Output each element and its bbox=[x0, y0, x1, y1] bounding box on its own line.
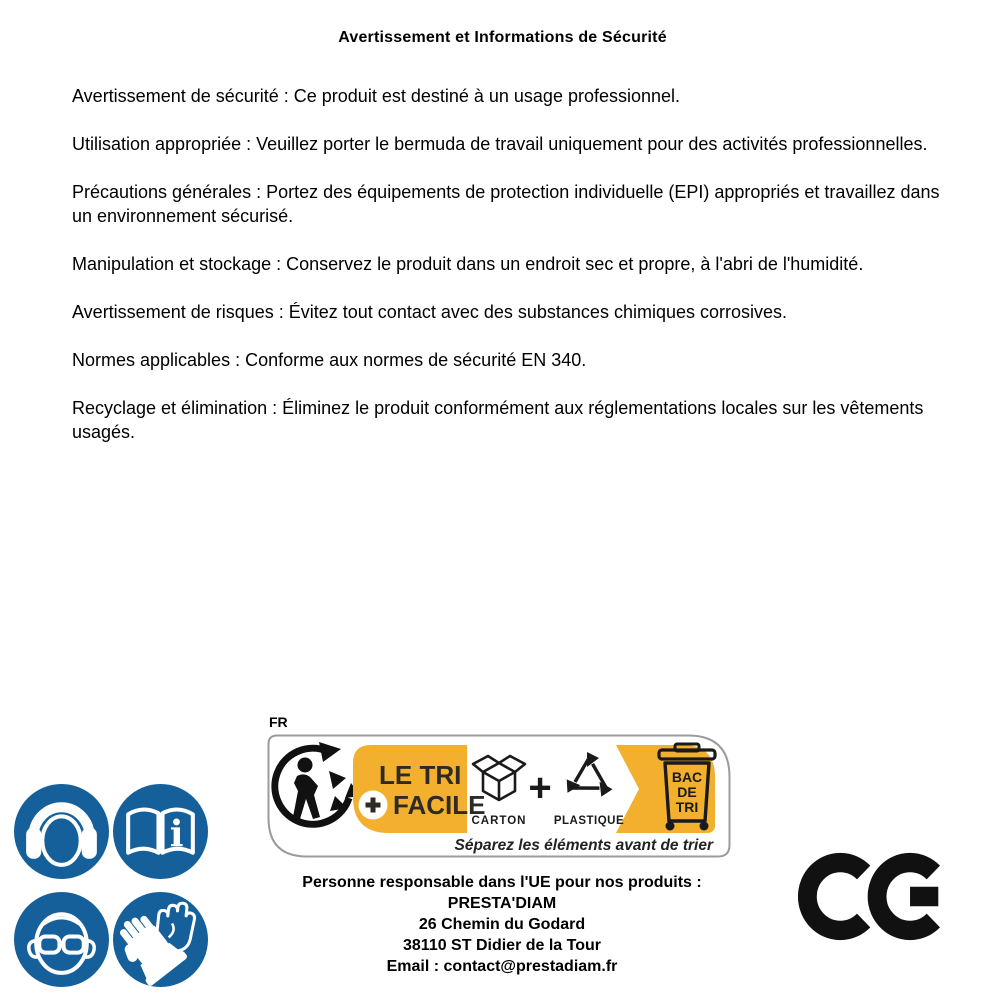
safety-paragraphs bbox=[72, 84, 944, 468]
bin-text-2: DE bbox=[677, 784, 697, 800]
paragraph-applicable-standards: Normes applicables : Conforme aux normes de sécurité EN 340. bbox=[72, 350, 587, 370]
paragraph-risk-warning: Avertissement de risques : Évitez tout contact avec des substances chimiques corrosives. bbox=[72, 302, 787, 322]
carton-label: CARTON bbox=[471, 815, 527, 827]
country-code-label: FR bbox=[269, 714, 288, 730]
paragraph-recycling-disposal: Recyclage et élimination : Éliminez le produit conformément aux réglementations locales sur les vêtements usagés. bbox=[72, 398, 924, 442]
paragraph-safety-warning: Avertissement de sécurité : Ce produit est destiné à un usage professionnel. bbox=[72, 86, 681, 106]
ce-mark-icon bbox=[797, 848, 943, 945]
wear-protective-gloves-icon bbox=[112, 891, 209, 988]
address-line1: 26 Chemin du Godard bbox=[418, 916, 586, 933]
sorting-instruction: Séparez les éléments avant de trier bbox=[454, 837, 713, 854]
mandatory-safety-icons bbox=[13, 783, 209, 988]
paragraph-handling-storage: Manipulation et stockage : Conservez le produit dans un endroit sec et propre, à l'abri de l'humidité. bbox=[72, 254, 864, 274]
responsible-person-block bbox=[252, 872, 752, 977]
paragraph-general-precautions: Précautions générales : Portez des équipements de protection individuelle (EPI) appropriés et travaillez dans un environnement sécurisé. bbox=[72, 182, 940, 226]
wear-eye-protection-icon bbox=[13, 891, 110, 988]
bin-text-3: TRI bbox=[675, 799, 699, 815]
wear-ear-protection-icon bbox=[13, 783, 110, 880]
recycling-sorting-label bbox=[267, 714, 731, 863]
bin-text-1: BAC bbox=[671, 769, 703, 785]
ce-mark bbox=[797, 848, 943, 950]
paragraph-appropriate-use: Utilisation appropriée : Veuillez porter le bermuda de travail uniquement pour des activités professionnelles. bbox=[72, 134, 928, 154]
email-line: Email : contact@prestadiam.fr bbox=[386, 958, 618, 975]
infotri-label-graphic bbox=[267, 734, 731, 858]
page-title: Avertissement et Informations de Sécurité bbox=[338, 29, 667, 46]
plastique-label: PLASTIQUE bbox=[553, 815, 625, 827]
read-instruction-manual-icon bbox=[112, 783, 209, 880]
company-name: PRESTA'DIAM bbox=[447, 895, 557, 912]
headline-line1: LE TRI bbox=[379, 760, 462, 790]
headline-line2: FACILE bbox=[393, 790, 486, 820]
materials-plus: + bbox=[528, 766, 552, 810]
responsible-person-intro: Personne responsable dans l'UE pour nos produits : bbox=[302, 874, 702, 891]
address-line2: 38110 ST Didier de la Tour bbox=[403, 937, 601, 954]
svg-text:i: i bbox=[169, 812, 184, 856]
